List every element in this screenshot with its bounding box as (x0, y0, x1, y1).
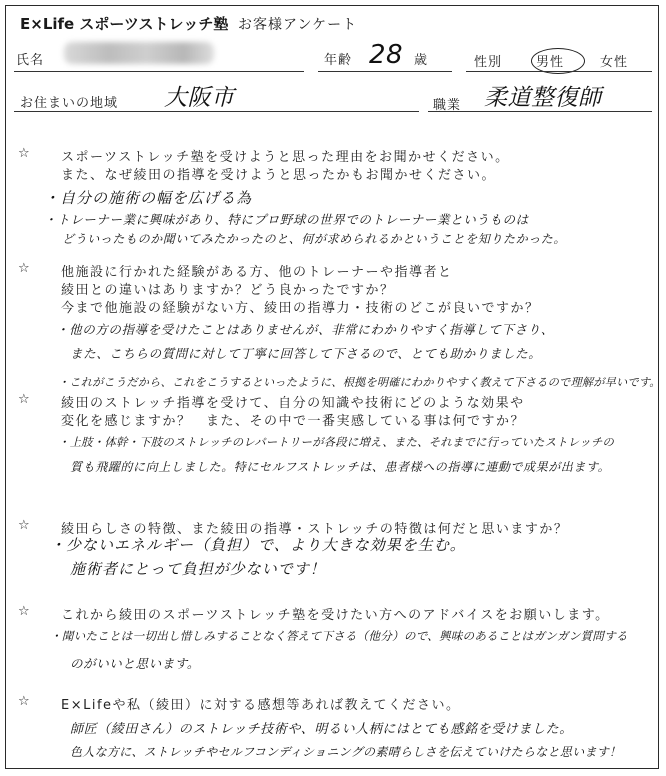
job-value: 柔道整復師 (484, 85, 602, 111)
q1-line-2: また、なぜ綾田の指導を受けようと思ったかもお聞かせください。 (61, 168, 497, 183)
q3-line-2: 変化を感じますか？ また、その中で一番実感している事は何ですか？ (61, 414, 526, 429)
q1-bullet: ☆ (18, 146, 32, 161)
q5-line-1: これから綾田のスポーツストレッチ塾を受けたい方へのアドバイスをお願いします。 (61, 608, 610, 623)
q6-answer-2: 色人な方に、ストレッチやセルフコンディショニングの素晴らしさを伝えていけたらなと思います！ (70, 745, 622, 759)
region-label: お住まいの地域 (20, 96, 119, 111)
survey-subtitle: お客様アンケート (238, 17, 358, 33)
q3-answer-2: 質も飛躍的に向上しました。特にセルフストレッチは、患者様への指導に連動で成果が出ます。 (70, 460, 611, 474)
q4-answer-2: 施術者にとって負担が少ないです！ (70, 560, 326, 578)
region-value: 大阪市 (164, 85, 235, 111)
q4-answer-1: ・少ないエネルギー（負担）で、より大きな効果を生む。 (50, 536, 466, 554)
name-label: 氏名 (16, 53, 45, 68)
q2-answer-3: ・これがこうだから、これをこうするといったように、根拠を明確にわかりやすく教えて下さるので理解が早いです。 (58, 376, 661, 389)
gender-label: 性別 (474, 55, 503, 70)
q2-answer-2: また、こちらの質問に対して丁寧に回答して下さるので、とても助かりました。 (70, 346, 542, 361)
job-label: 職業 (433, 98, 462, 113)
q2-line-1: 他施設に行かれた経験がある方、他のトレーナーや指導者と (61, 265, 453, 280)
age-value: 28 (369, 40, 404, 70)
q5-answer-2: のがいいと思います。 (70, 656, 201, 671)
redacted-name (64, 42, 214, 64)
q6-answer-1: 師匠（綾田さん）のストレッチ技術や、明るい人柄にはとても感銘を受けました。 (70, 722, 573, 737)
q5-bullet: ☆ (18, 604, 32, 619)
age-unit: 歳 (414, 53, 429, 68)
brand-title: E×Life スポーツストレッチ塾 (20, 15, 229, 33)
q3-bullet: ☆ (18, 392, 32, 407)
q4-bullet: ☆ (18, 518, 32, 533)
gender-male-option: 男性 (536, 55, 565, 70)
q4-line-1: 綾田らしさの特徴、また綾田の指導・ストレッチの特徴は何だと思いますか？ (61, 522, 569, 537)
q2-answer-1: ・他の方の指導を受けたことはありませんが、非常にわかりやすく指導して下さり、 (56, 322, 554, 337)
q1-answer-3: どういったものか聞いてみたかったのと、何が求められるかということを知りたかった。 (62, 232, 567, 246)
gender-female-option: 女性 (600, 55, 629, 70)
q5-answer-1: ・聞いたことは一切出し惜しみすることなく答えて下さる（他分）ので、興味のあることはガンガン質問する (50, 629, 628, 643)
q2-bullet: ☆ (18, 261, 32, 276)
q3-answer-1: ・上肢・体幹・下肢のストレッチのレパートリーが各段に増え、また、それまでに行っていたストレッチの (58, 435, 615, 449)
age-label: 年齢 (324, 53, 353, 68)
q6-line-1: E×Lifeや私（綾田）に対する感想等あれば教えてください。 (61, 698, 461, 713)
q3-line-1: 綾田のストレッチ指導を受けて、自分の知識や技術にどのような効果や (61, 396, 525, 411)
q1-answer-2: ・トレーナー業に興味があり、特にプロ野球の世界でのトレーナー業というものは (44, 212, 529, 227)
survey-sheet (5, 5, 659, 769)
q2-line-3: 今まで他施設の経験がない方、綾田の指導力・技術のどこが良いですか？ (61, 301, 540, 316)
q6-bullet: ☆ (18, 694, 32, 709)
q2-line-2: 綾田との違いはありますか？どう良かったですか？ (61, 283, 395, 298)
q1-line-1: スポーツストレッチ塾を受けようと思った理由をお聞かせください。 (61, 150, 510, 165)
q1-answer-1: ・自分の施術の幅を広げる為 (44, 189, 253, 207)
